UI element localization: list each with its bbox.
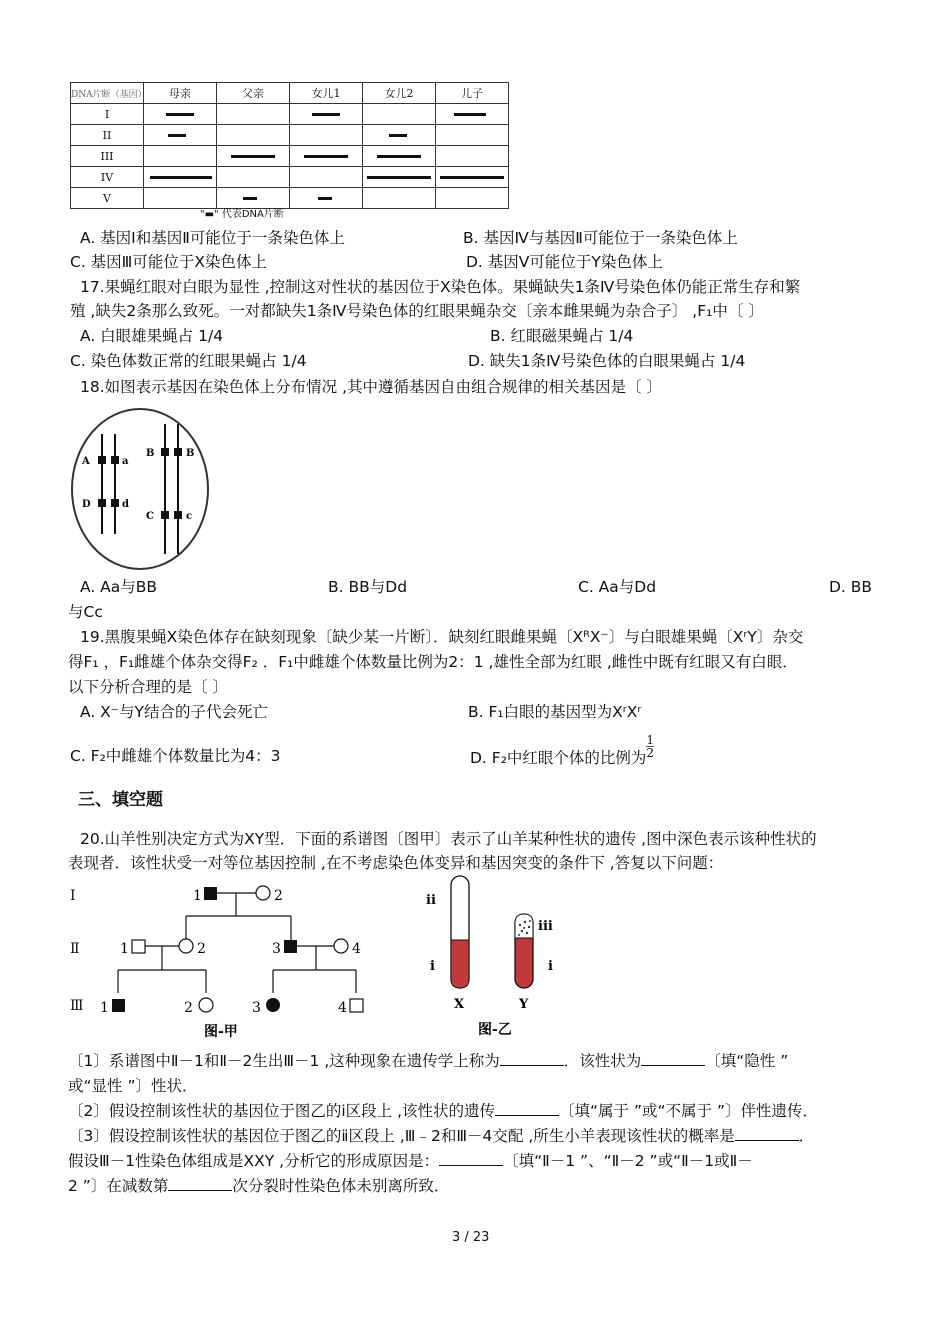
q20-part3-text-d: 〔填“Ⅱ－1 ”、“Ⅱ－2 ”或“Ⅱ－1或Ⅱ－ [503, 1152, 753, 1170]
sex-chromosome-figure [420, 870, 570, 1048]
label-B2: B [186, 448, 195, 459]
q20-part1-text-b: ．该性状为 [563, 1052, 642, 1070]
q20-part1-text-a: 〔1〕系谱图中Ⅱ－1和Ⅱ－2生出Ⅲ－1 ,这种现象在遗传学上称为 [68, 1052, 500, 1070]
locus-B1 [161, 448, 169, 456]
row-label: V [71, 188, 144, 209]
table-cell [363, 167, 436, 188]
cell-outline [72, 409, 208, 569]
row-label: III [71, 146, 144, 167]
q20-part2-text-b: 〔填“属于 ”或“不属于 ”〕伴性遗传． [559, 1102, 819, 1120]
fraction-numerator: 1 [646, 733, 655, 747]
q20-stem-line1: 20.山羊性别决定方式为XY型．下面的系谱图〔图甲〕表示了山羊某种性状的遗传 ,图中深色表示该种性状的 [80, 830, 817, 848]
q20-part1-line2: 或“显性 ”〕性状． [68, 1077, 198, 1095]
locus-B2 [174, 448, 182, 456]
table-header-daughter1: 女儿1 [290, 83, 363, 104]
answer-blank-3[interactable] [495, 1101, 559, 1116]
label-I1: 1 [193, 888, 202, 904]
q18-option-c: C. Aa与Dd [578, 578, 657, 596]
table-header-mother: 母亲 [144, 83, 217, 104]
q20-part3-line1 [68, 1126, 814, 1146]
table-cell [217, 167, 290, 188]
generation-label-II: Ⅱ [70, 941, 80, 957]
table-header-fragment: DNA片断（基因） [71, 83, 144, 104]
table-cell [363, 125, 436, 146]
q17-stem-line1: 17.果蝇红眼对白眼为显性 ,控制这对性状的基因位于X染色体。果蝇缺失1条Ⅳ号染色体仍能正常生存和繁 [80, 278, 801, 296]
figure-a-caption: 图-甲 [204, 1024, 238, 1040]
q20-part2-text-a: 〔2〕假设控制该性状的基因位于图乙的ⅰ区段上 ,该性状的遗传 [68, 1102, 496, 1120]
table-cell [144, 167, 217, 188]
q20-part3-line2 [68, 1151, 753, 1171]
q19-stem-line3: 以下分析合理的是〔 〕 [68, 678, 228, 696]
dna-fragment-table [70, 82, 509, 209]
region-label-ii: ii [426, 893, 436, 908]
locus-a [111, 456, 119, 464]
q20-part1-line1 [68, 1051, 788, 1071]
fraction-denominator: 2 [646, 746, 655, 760]
q20-part3-text-e: 2 ”〕在减数第 [68, 1177, 169, 1195]
answer-blank-4[interactable] [735, 1126, 799, 1141]
q17-option-c: C. 染色体数正常的红眼果蝇占 1/4 [70, 352, 307, 370]
label-II4: 4 [352, 941, 361, 957]
q17-option-a: A. 白眼雄果蝇占 1/4 [80, 327, 224, 345]
q20-part3-text-f: 次分裂时性染色体未别离所致． [232, 1177, 450, 1195]
individual-II4-female [334, 939, 348, 953]
label-c: c [186, 511, 193, 522]
answer-blank-6[interactable] [168, 1176, 232, 1191]
label-II3: 3 [272, 941, 281, 957]
y-label: Y [519, 997, 529, 1012]
q16-option-c: C. 基因Ⅲ可能位于X染色体上 [70, 253, 267, 271]
table-cell [436, 188, 509, 209]
row-label: IV [71, 167, 144, 188]
individual-II3-affected-male [284, 940, 297, 953]
q16-option-a: A. 基因Ⅰ和基因Ⅱ可能位于一条染色体上 [80, 229, 345, 247]
region-label-i-y: i [548, 959, 553, 974]
y-chromosome-specific-region [515, 914, 533, 938]
table-cell [290, 104, 363, 125]
figure-b-caption: 图-乙 [478, 1022, 512, 1038]
row-label: II [71, 125, 144, 146]
label-B1: B [146, 448, 155, 459]
label-III2: 2 [184, 1000, 193, 1016]
individual-II1-male [132, 940, 145, 953]
label-II2: 2 [197, 941, 206, 957]
table-cell [290, 167, 363, 188]
answer-blank-5[interactable] [439, 1151, 503, 1166]
table-cell [436, 104, 509, 125]
x-chromosome-homologous-region [451, 940, 469, 988]
label-III1: 1 [100, 1000, 109, 1016]
table-cell [144, 125, 217, 146]
table-header-daughter2: 女儿2 [363, 83, 436, 104]
individual-I2-female [256, 886, 270, 900]
label-III4: 4 [338, 1000, 347, 1016]
q19-option-d-text: D. F₂中红眼个体的比例为 [470, 749, 647, 767]
q17-option-d: D. 缺失1条Ⅳ号染色体的白眼果蝇占 1/4 [468, 352, 746, 370]
row-label: I [71, 104, 144, 125]
individual-III4-male [350, 999, 363, 1012]
chromosome-diagram [68, 406, 212, 572]
label-d: d [122, 499, 129, 510]
q19-option-b: B. F₁白眼的基因型为XʳXʳ [468, 703, 642, 721]
q18-option-d: D. BB [829, 578, 873, 596]
locus-C [161, 511, 169, 519]
locus-A [98, 456, 106, 464]
table-cell [217, 104, 290, 125]
individual-I1-affected-male [204, 887, 217, 900]
q18-option-d-cont: 与Cc [68, 603, 103, 621]
q17-stem-line2: 殖 ,缺失2条那么致死。一对都缺失1条Ⅳ号染色体的红眼果蝇杂交〔亲本雌果蝇为杂合子〕 ,F₁中〔 〕 [70, 302, 764, 320]
q17-option-b: B. 红眼磁果蝇占 1/4 [490, 327, 634, 345]
locus-c [174, 511, 182, 519]
label-D: D [82, 499, 91, 510]
locus-d [111, 499, 119, 507]
fraction-one-half [646, 734, 654, 759]
answer-blank-1[interactable] [500, 1051, 564, 1066]
q20-stem-line2: 表现者．该性状受一对等位基因控制 ,在不考虑染色体变异和基因突变的条件下 ,答复以下问题： [68, 854, 724, 872]
x-label: X [454, 997, 465, 1012]
label-A: A [82, 456, 90, 467]
answer-blank-2[interactable] [641, 1051, 705, 1066]
q19-option-d [470, 733, 655, 771]
individual-III3-affected-female [266, 998, 280, 1012]
q19-option-c: C. F₂中雌雄个体数量比为4：3 [70, 747, 281, 765]
table-cell [217, 125, 290, 146]
individual-III2-female [199, 998, 213, 1012]
table-cell [290, 125, 363, 146]
table-cell [144, 104, 217, 125]
q20-part3-text-a: 〔3〕假设控制该性状的基因位于图乙的ⅱ区段上 ,Ⅲ﹣2和Ⅲ－4交配 ,所生小羊表现该性状的概率是 [68, 1127, 735, 1145]
individual-II2-female [179, 939, 193, 953]
q20-part1-text-c: 〔填“隐性 ” [705, 1052, 789, 1070]
pedigree-chart [66, 878, 386, 1048]
q20-part3-text-b: ． [798, 1127, 815, 1145]
q18-stem: 18.如图表示基因在染色体上分布情况 ,其中遵循基因自由组合规律的相关基因是〔 〕 [80, 378, 662, 396]
table-cell [436, 146, 509, 167]
table-cell [290, 188, 363, 209]
q19-stem-line2: 得F₁ ，F₁雌雄个体杂交得F₂ ．F₁中雌雄个体数量比例为2：1 ,雄性全部为红眼 ,雌性中既有红眼又有白眼． [68, 653, 798, 671]
q18-option-a: A. Aa与BB [80, 578, 158, 596]
generation-label-III: Ⅲ [70, 998, 84, 1014]
label-I2: 2 [274, 888, 283, 904]
table-cell [217, 146, 290, 167]
table-cell [363, 146, 436, 167]
label-II1: 1 [120, 941, 129, 957]
label-C: C [146, 511, 154, 522]
table-cell [363, 104, 436, 125]
q20-part2 [68, 1101, 818, 1121]
label-a: a [122, 456, 129, 467]
section-title: 三、填空题 [78, 790, 163, 810]
q16-option-b: B. 基因Ⅳ与基因Ⅱ可能位于一条染色体上 [463, 229, 738, 247]
q20-part3-text-c: 假设Ⅲ－1性染色体组成是XXY ,分析它的形成原因是： [68, 1152, 440, 1170]
table-cell [290, 146, 363, 167]
table-legend: "▬" 代表DNA片断 [200, 209, 284, 220]
q19-option-a: A. X⁻与Y结合的子代会死亡 [80, 703, 268, 721]
q18-option-b: B. BB与Dd [328, 578, 408, 596]
table-header-father: 父亲 [217, 83, 290, 104]
region-label-iii: iii [538, 919, 553, 934]
label-III3: 3 [252, 1000, 261, 1016]
locus-D [98, 499, 106, 507]
page-number: 3 / 23 [452, 1230, 490, 1245]
table-cell [436, 125, 509, 146]
generation-label-I: Ⅰ [70, 888, 76, 904]
table-cell [363, 188, 436, 209]
q19-stem-line1: 19.黑腹果蝇X染色体存在缺刻现象〔缺少某一片断〕．缺刻红眼雌果蝇〔XᴿX⁻〕与白眼雄果蝇〔XʳY〕杂交 [80, 628, 804, 646]
individual-III1-affected-male [112, 999, 125, 1012]
table-header-son: 儿子 [436, 83, 509, 104]
table-cell [436, 167, 509, 188]
region-label-i-x: i [430, 959, 435, 974]
table-cell [144, 146, 217, 167]
q16-option-d: D. 基因Ⅴ可能位于Y染色体上 [466, 253, 663, 271]
q20-part3-line3 [68, 1176, 449, 1196]
